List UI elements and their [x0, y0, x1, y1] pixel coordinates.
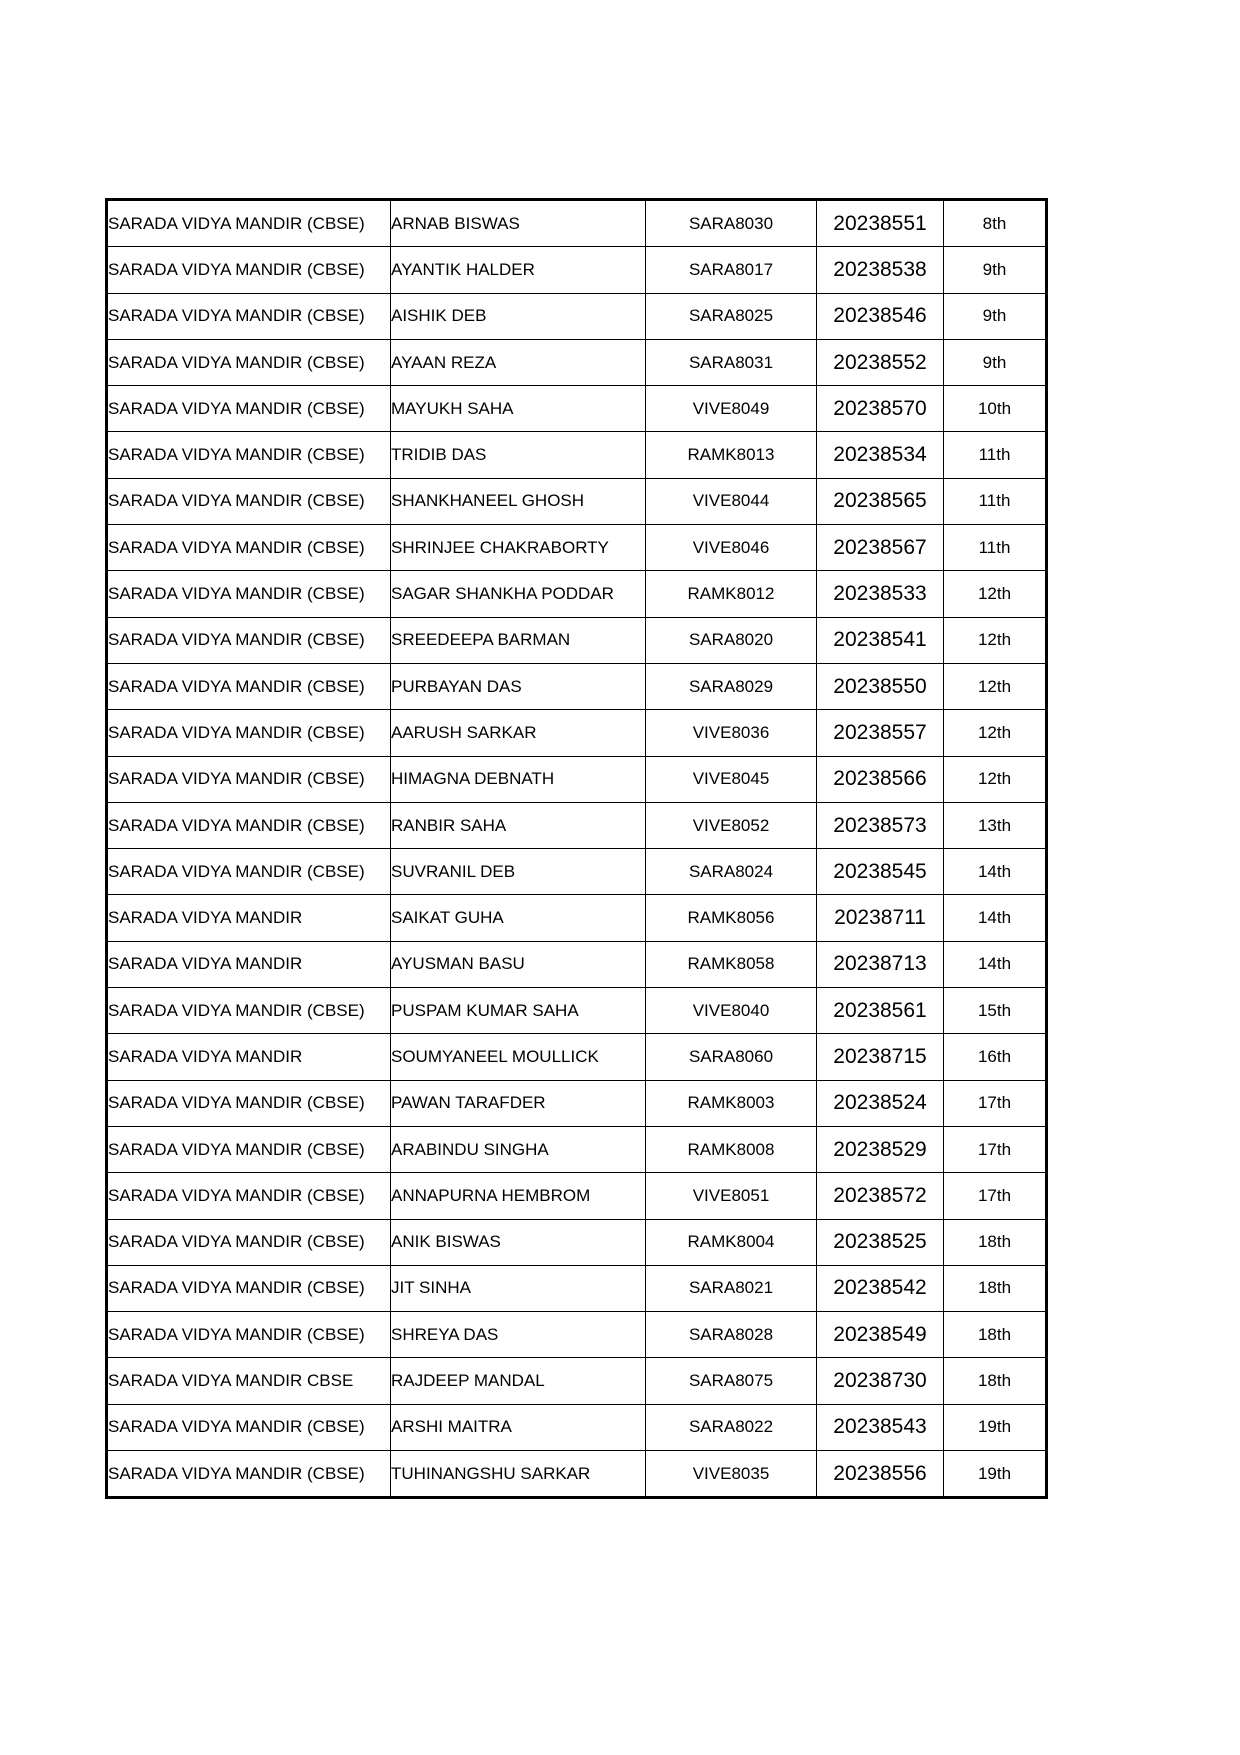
student-name-cell: PAWAN TARAFDER [391, 1080, 646, 1126]
student-name-cell: AARUSH SARKAR [391, 710, 646, 756]
student-code-cell: SARA8030 [646, 200, 817, 247]
rank-cell: 19th [944, 1451, 1047, 1498]
roll-number-cell: 20238546 [817, 293, 944, 339]
student-code-cell: SARA8029 [646, 663, 817, 709]
roll-number-cell: 20238538 [817, 247, 944, 293]
table-row [107, 432, 1047, 478]
rank-cell: 18th [944, 1358, 1047, 1404]
student-name-cell: ARABINDU SINGHA [391, 1126, 646, 1172]
rank-cell: 10th [944, 386, 1047, 432]
rank-cell: 11th [944, 478, 1047, 524]
table-row [107, 478, 1047, 524]
student-name-cell: SREEDEEPA BARMAN [391, 617, 646, 663]
rank-cell: 18th [944, 1312, 1047, 1358]
table-row [107, 1173, 1047, 1219]
student-code-cell: VIVE8045 [646, 756, 817, 802]
school-cell: SARADA VIDYA MANDIR (CBSE) [107, 1451, 391, 1498]
rank-cell: 17th [944, 1126, 1047, 1172]
student-name-cell: TRIDIB DAS [391, 432, 646, 478]
student-code-cell: VIVE8035 [646, 1451, 817, 1498]
roll-number-cell: 20238533 [817, 571, 944, 617]
student-name-cell: AYAAN REZA [391, 339, 646, 385]
roll-number-cell: 20238570 [817, 386, 944, 432]
table-row [107, 617, 1047, 663]
roll-number-cell: 20238541 [817, 617, 944, 663]
student-name-cell: RANBIR SAHA [391, 802, 646, 848]
roll-number-cell: 20238573 [817, 802, 944, 848]
table-row [107, 849, 1047, 895]
roll-number-cell: 20238550 [817, 663, 944, 709]
school-cell: SARADA VIDYA MANDIR [107, 895, 391, 941]
results-table [105, 198, 1048, 1499]
roll-number-cell: 20238561 [817, 988, 944, 1034]
student-name-cell: SAIKAT GUHA [391, 895, 646, 941]
student-name-cell: AISHIK DEB [391, 293, 646, 339]
roll-number-cell: 20238715 [817, 1034, 944, 1080]
student-code-cell: SARA8024 [646, 849, 817, 895]
table-row [107, 1265, 1047, 1311]
rank-cell: 16th [944, 1034, 1047, 1080]
student-code-cell: SARA8021 [646, 1265, 817, 1311]
table-row [107, 1312, 1047, 1358]
student-code-cell: SARA8025 [646, 293, 817, 339]
rank-cell: 12th [944, 756, 1047, 802]
student-name-cell: SOUMYANEEL MOULLICK [391, 1034, 646, 1080]
student-name-cell: ANIK BISWAS [391, 1219, 646, 1265]
roll-number-cell: 20238552 [817, 339, 944, 385]
school-cell: SARADA VIDYA MANDIR (CBSE) [107, 386, 391, 432]
school-cell: SARADA VIDYA MANDIR (CBSE) [107, 1312, 391, 1358]
student-code-cell: SARA8017 [646, 247, 817, 293]
school-cell: SARADA VIDYA MANDIR [107, 1034, 391, 1080]
rank-cell: 13th [944, 802, 1047, 848]
school-cell: SARADA VIDYA MANDIR (CBSE) [107, 849, 391, 895]
school-cell: SARADA VIDYA MANDIR [107, 941, 391, 987]
table-row [107, 386, 1047, 432]
roll-number-cell: 20238529 [817, 1126, 944, 1172]
rank-cell: 11th [944, 525, 1047, 571]
student-name-cell: SAGAR SHANKHA PODDAR [391, 571, 646, 617]
student-code-cell: RAMK8004 [646, 1219, 817, 1265]
roll-number-cell: 20238557 [817, 710, 944, 756]
table-row [107, 756, 1047, 802]
school-cell: SARADA VIDYA MANDIR (CBSE) [107, 478, 391, 524]
student-code-cell: SARA8028 [646, 1312, 817, 1358]
student-name-cell: ANNAPURNA HEMBROM [391, 1173, 646, 1219]
table-row [107, 1034, 1047, 1080]
student-code-cell: SARA8031 [646, 339, 817, 385]
school-cell: SARADA VIDYA MANDIR (CBSE) [107, 525, 391, 571]
roll-number-cell: 20238543 [817, 1404, 944, 1450]
roll-number-cell: 20238545 [817, 849, 944, 895]
student-name-cell: JIT SINHA [391, 1265, 646, 1311]
student-name-cell: PUSPAM KUMAR SAHA [391, 988, 646, 1034]
student-name-cell: SUVRANIL DEB [391, 849, 646, 895]
student-name-cell: PURBAYAN DAS [391, 663, 646, 709]
school-cell: SARADA VIDYA MANDIR (CBSE) [107, 571, 391, 617]
rank-cell: 17th [944, 1173, 1047, 1219]
table-row [107, 895, 1047, 941]
school-cell: SARADA VIDYA MANDIR (CBSE) [107, 802, 391, 848]
table-row [107, 710, 1047, 756]
rank-cell: 18th [944, 1219, 1047, 1265]
student-name-cell: RAJDEEP MANDAL [391, 1358, 646, 1404]
student-code-cell: VIVE8051 [646, 1173, 817, 1219]
rank-cell: 9th [944, 339, 1047, 385]
roll-number-cell: 20238534 [817, 432, 944, 478]
student-code-cell: RAMK8013 [646, 432, 817, 478]
roll-number-cell: 20238711 [817, 895, 944, 941]
school-cell: SARADA VIDYA MANDIR (CBSE) [107, 617, 391, 663]
rank-cell: 14th [944, 895, 1047, 941]
table-row [107, 1126, 1047, 1172]
rank-cell: 14th [944, 849, 1047, 895]
student-code-cell: VIVE8052 [646, 802, 817, 848]
student-name-cell: ARNAB BISWAS [391, 200, 646, 247]
table-row [107, 200, 1047, 247]
rank-cell: 12th [944, 617, 1047, 663]
roll-number-cell: 20238572 [817, 1173, 944, 1219]
student-code-cell: RAMK8003 [646, 1080, 817, 1126]
rank-cell: 12th [944, 571, 1047, 617]
student-code-cell: RAMK8012 [646, 571, 817, 617]
student-code-cell: VIVE8046 [646, 525, 817, 571]
school-cell: SARADA VIDYA MANDIR (CBSE) [107, 1080, 391, 1126]
table-row [107, 293, 1047, 339]
results-sheet [105, 198, 1048, 1499]
student-name-cell: SHANKHANEEL GHOSH [391, 478, 646, 524]
student-name-cell: SHRINJEE CHAKRABORTY [391, 525, 646, 571]
student-code-cell: VIVE8040 [646, 988, 817, 1034]
table-row [107, 1080, 1047, 1126]
roll-number-cell: 20238542 [817, 1265, 944, 1311]
student-code-cell: VIVE8036 [646, 710, 817, 756]
rank-cell: 9th [944, 293, 1047, 339]
school-cell: SARADA VIDYA MANDIR (CBSE) [107, 293, 391, 339]
rank-cell: 15th [944, 988, 1047, 1034]
rank-cell: 14th [944, 941, 1047, 987]
student-code-cell: RAMK8056 [646, 895, 817, 941]
roll-number-cell: 20238713 [817, 941, 944, 987]
roll-number-cell: 20238549 [817, 1312, 944, 1358]
rank-cell: 17th [944, 1080, 1047, 1126]
school-cell: SARADA VIDYA MANDIR (CBSE) [107, 247, 391, 293]
school-cell: SARADA VIDYA MANDIR (CBSE) [107, 1219, 391, 1265]
roll-number-cell: 20238566 [817, 756, 944, 802]
school-cell: SARADA VIDYA MANDIR (CBSE) [107, 432, 391, 478]
table-row [107, 339, 1047, 385]
table-row [107, 247, 1047, 293]
rank-cell: 18th [944, 1265, 1047, 1311]
student-name-cell: HIMAGNA DEBNATH [391, 756, 646, 802]
table-row [107, 1219, 1047, 1265]
student-name-cell: TUHINANGSHU SARKAR [391, 1451, 646, 1498]
table-row [107, 988, 1047, 1034]
table-row [107, 571, 1047, 617]
school-cell: SARADA VIDYA MANDIR (CBSE) [107, 200, 391, 247]
student-code-cell: SARA8020 [646, 617, 817, 663]
rank-cell: 19th [944, 1404, 1047, 1450]
rank-cell: 8th [944, 200, 1047, 247]
roll-number-cell: 20238730 [817, 1358, 944, 1404]
rank-cell: 11th [944, 432, 1047, 478]
school-cell: SARADA VIDYA MANDIR (CBSE) [107, 1265, 391, 1311]
student-code-cell: SARA8022 [646, 1404, 817, 1450]
table-row [107, 1451, 1047, 1498]
school-cell: SARADA VIDYA MANDIR (CBSE) [107, 988, 391, 1034]
student-code-cell: VIVE8044 [646, 478, 817, 524]
results-table-body [107, 200, 1047, 1498]
table-row [107, 802, 1047, 848]
student-name-cell: AYUSMAN BASU [391, 941, 646, 987]
roll-number-cell: 20238567 [817, 525, 944, 571]
table-row [107, 1358, 1047, 1404]
school-cell: SARADA VIDYA MANDIR (CBSE) [107, 663, 391, 709]
roll-number-cell: 20238551 [817, 200, 944, 247]
roll-number-cell: 20238565 [817, 478, 944, 524]
school-cell: SARADA VIDYA MANDIR (CBSE) [107, 339, 391, 385]
roll-number-cell: 20238525 [817, 1219, 944, 1265]
student-name-cell: SHREYA DAS [391, 1312, 646, 1358]
student-code-cell: RAMK8008 [646, 1126, 817, 1172]
table-row [107, 1404, 1047, 1450]
school-cell: SARADA VIDYA MANDIR (CBSE) [107, 1126, 391, 1172]
school-cell: SARADA VIDYA MANDIR (CBSE) [107, 1404, 391, 1450]
rank-cell: 9th [944, 247, 1047, 293]
student-name-cell: ARSHI MAITRA [391, 1404, 646, 1450]
school-cell: SARADA VIDYA MANDIR (CBSE) [107, 710, 391, 756]
school-cell: SARADA VIDYA MANDIR (CBSE) [107, 1173, 391, 1219]
table-row [107, 663, 1047, 709]
roll-number-cell: 20238524 [817, 1080, 944, 1126]
school-cell: SARADA VIDYA MANDIR (CBSE) [107, 756, 391, 802]
school-cell: SARADA VIDYA MANDIR CBSE [107, 1358, 391, 1404]
table-row [107, 941, 1047, 987]
roll-number-cell: 20238556 [817, 1451, 944, 1498]
student-code-cell: VIVE8049 [646, 386, 817, 432]
rank-cell: 12th [944, 663, 1047, 709]
student-code-cell: SARA8060 [646, 1034, 817, 1080]
table-row [107, 525, 1047, 571]
student-name-cell: AYANTIK HALDER [391, 247, 646, 293]
rank-cell: 12th [944, 710, 1047, 756]
student-code-cell: SARA8075 [646, 1358, 817, 1404]
student-code-cell: RAMK8058 [646, 941, 817, 987]
student-name-cell: MAYUKH SAHA [391, 386, 646, 432]
